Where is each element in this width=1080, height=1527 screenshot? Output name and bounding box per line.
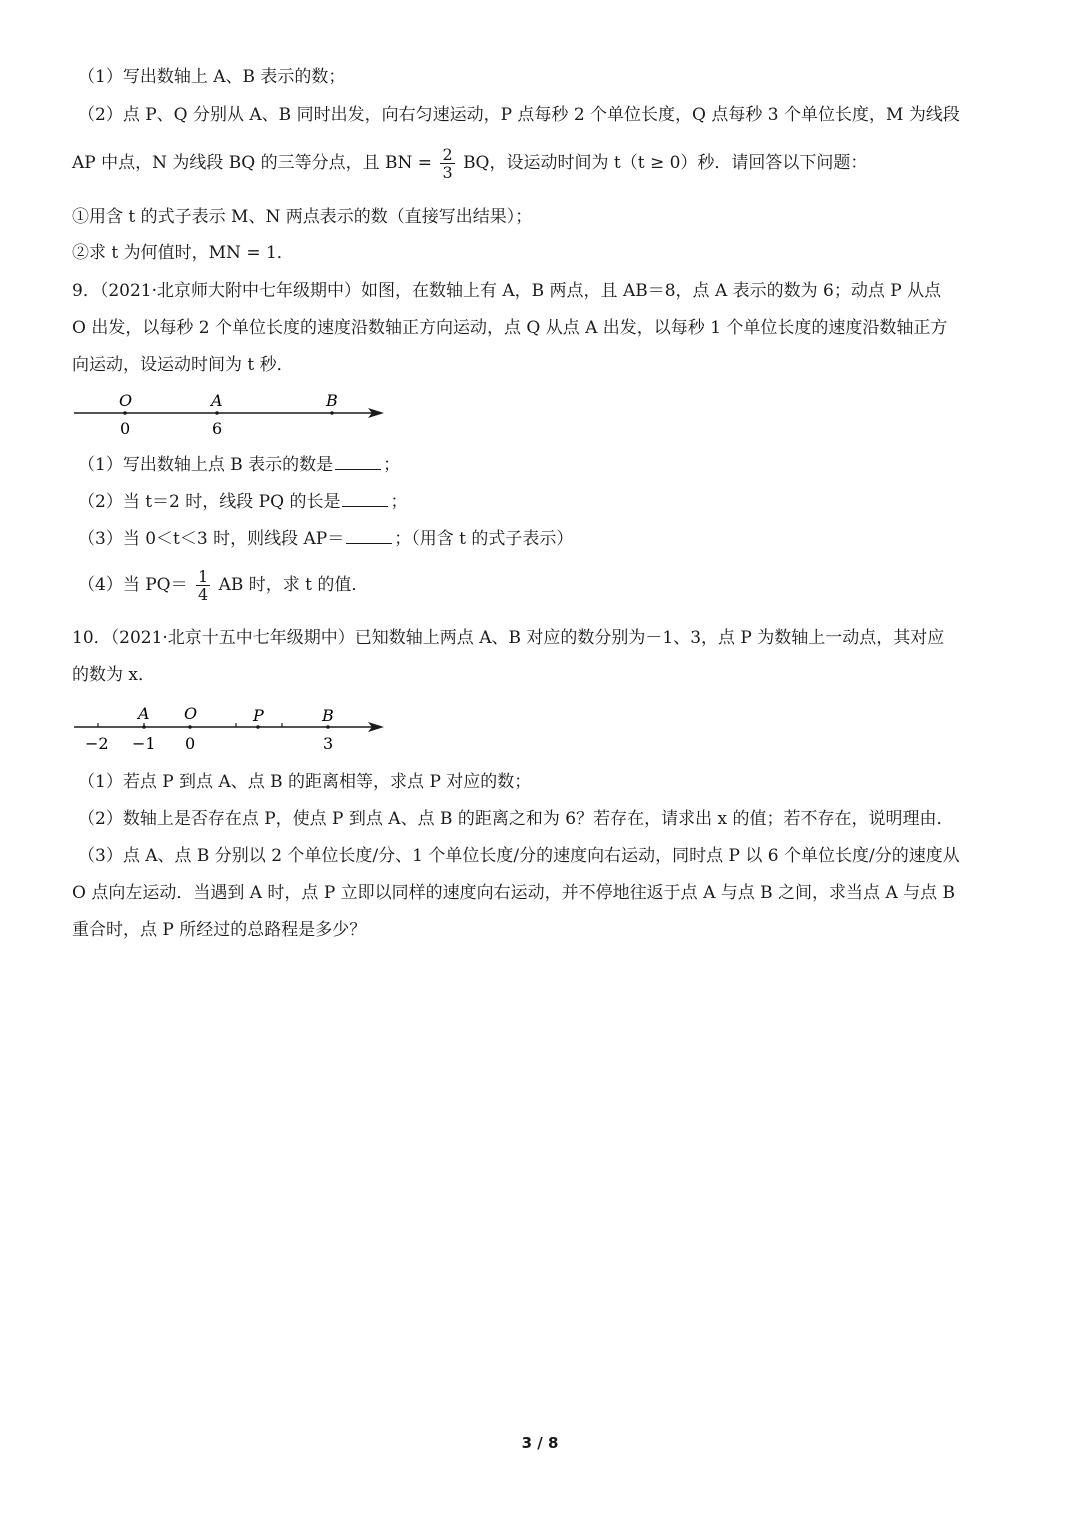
q9-part2-text: （2）当 t＝2 时，线段 PQ 的长是: [78, 492, 341, 512]
q9-stem-line2: O 出发，以每秒 2 个单位长度的速度沿数轴正方向运动，点 Q 从点 A 出发，以每秒 1 个单位长度的速度沿数轴正方: [72, 318, 948, 338]
axis2-tick-3: 3: [323, 734, 334, 753]
axis1-label-o: O: [119, 391, 133, 410]
fraction-one-quarter: [196, 568, 210, 603]
axis2-label-p: P: [253, 706, 264, 725]
fraction-numerator: 2: [442, 145, 453, 164]
axis1-tick-0: 0: [120, 419, 131, 438]
axis2-tick-minus1: −1: [132, 734, 156, 753]
axis2-label-b: B: [322, 706, 334, 725]
fraction-denominator: 4: [198, 585, 209, 604]
fraction-numerator: 1: [198, 567, 209, 586]
page-number: 3 / 8: [521, 1434, 559, 1452]
q9-part3-text: （3）当 0＜t＜3 时，则线段 AP＝: [78, 529, 345, 549]
q8-part2-text-a: AP 中点，N 为线段 BQ 的三等分点，且 BN =: [72, 153, 433, 173]
q9-part3: [78, 527, 573, 550]
axis2-label-a: A: [138, 704, 150, 723]
q10-part3-line2: O 点向左运动．当遇到 A 时，点 P 立即以同样的速度向右运动，并不停地往返于点 A 与点 B 之间，求当点 A 与点 B: [72, 883, 956, 903]
number-line-figure-2: [70, 702, 390, 754]
q10-stem-line2: 的数为 x．: [72, 665, 155, 685]
q9-part3-end: ；（用含 t 的式子表示）: [394, 529, 574, 549]
q8-part2-text-b: BQ，设运动时间为 t（t ≥ 0）秒．请回答以下问题：: [463, 153, 868, 173]
number-line-figure-1: [70, 388, 390, 440]
q8-part2-line1: （2）点 P、Q 分别从 A、B 同时出发，向右匀速运动，P 点每秒 2 个单位长度，Q 点每秒 3 个单位长度，M 为线段: [78, 105, 960, 125]
q8-sub2: ②求 t 为何值时，MN = 1．: [72, 243, 294, 263]
q9-part4-text-a: （4）当 PQ＝: [78, 575, 188, 595]
q9-part1: [78, 453, 400, 476]
axis1-label-b: B: [326, 391, 338, 410]
answer-blank[interactable]: [335, 453, 381, 470]
q10-part2: （2）数轴上是否存在点 P，使点 P 到点 A、点 B 的距离之和为 6？若存在，请求出 x 的值；若不存在，说明理由．: [78, 809, 954, 829]
axis1-tick-6: 6: [212, 419, 223, 438]
q9-stem-line1: 9．（2021·北京师大附中七年级期中）如图，在数轴上有 A，B 两点，且 AB＝8，点 A 表示的数为 6；动点 P 从点: [72, 281, 942, 301]
q9-part4-text-b: AB 时，求 t 的值．: [218, 575, 369, 595]
fraction-denominator: 3: [442, 163, 453, 182]
answer-blank[interactable]: [342, 490, 388, 507]
q8-part1: （1）写出数轴上 A、B 表示的数；: [78, 67, 346, 87]
axis2-tick-minus2: −2: [85, 734, 109, 753]
q10-part3-line3: 重合时，点 P 所经过的总路程是多少？: [72, 920, 367, 940]
q8-part2-line2: [72, 146, 867, 181]
axis1-label-a: A: [211, 391, 223, 410]
axis2-tick-0: 0: [185, 734, 196, 753]
q9-part2-end: ；: [390, 492, 408, 512]
q10-part1: （1）若点 P 到点 A、点 B 的距离相等，求点 P 对应的数；: [78, 772, 532, 792]
q10-stem-line1: 10．（2021·北京十五中七年级期中）已知数轴上两点 A、B 对应的数分别为－1、3，点 P 为数轴上一动点，其对应: [72, 628, 945, 648]
axis2-label-o: O: [184, 704, 198, 723]
fraction-two-thirds: [440, 146, 454, 181]
q8-sub1: ①用含 t 的式子表示 M、N 两点表示的数（直接写出结果）；: [72, 207, 533, 227]
q9-part4: [78, 568, 368, 603]
q10-part3-line1: （3）点 A、点 B 分别以 2 个单位长度/分、1 个单位长度/分的速度向右运动，同时点 P 以 6 个单位长度/分的速度从: [78, 846, 960, 866]
q9-part2: [78, 490, 407, 513]
q9-part1-text: （1）写出数轴上点 B 表示的数是: [78, 455, 334, 475]
q9-stem-line3: 向运动，设运动时间为 t 秒．: [72, 355, 294, 375]
q9-part1-end: ；: [383, 455, 401, 475]
answer-blank[interactable]: [346, 527, 392, 544]
